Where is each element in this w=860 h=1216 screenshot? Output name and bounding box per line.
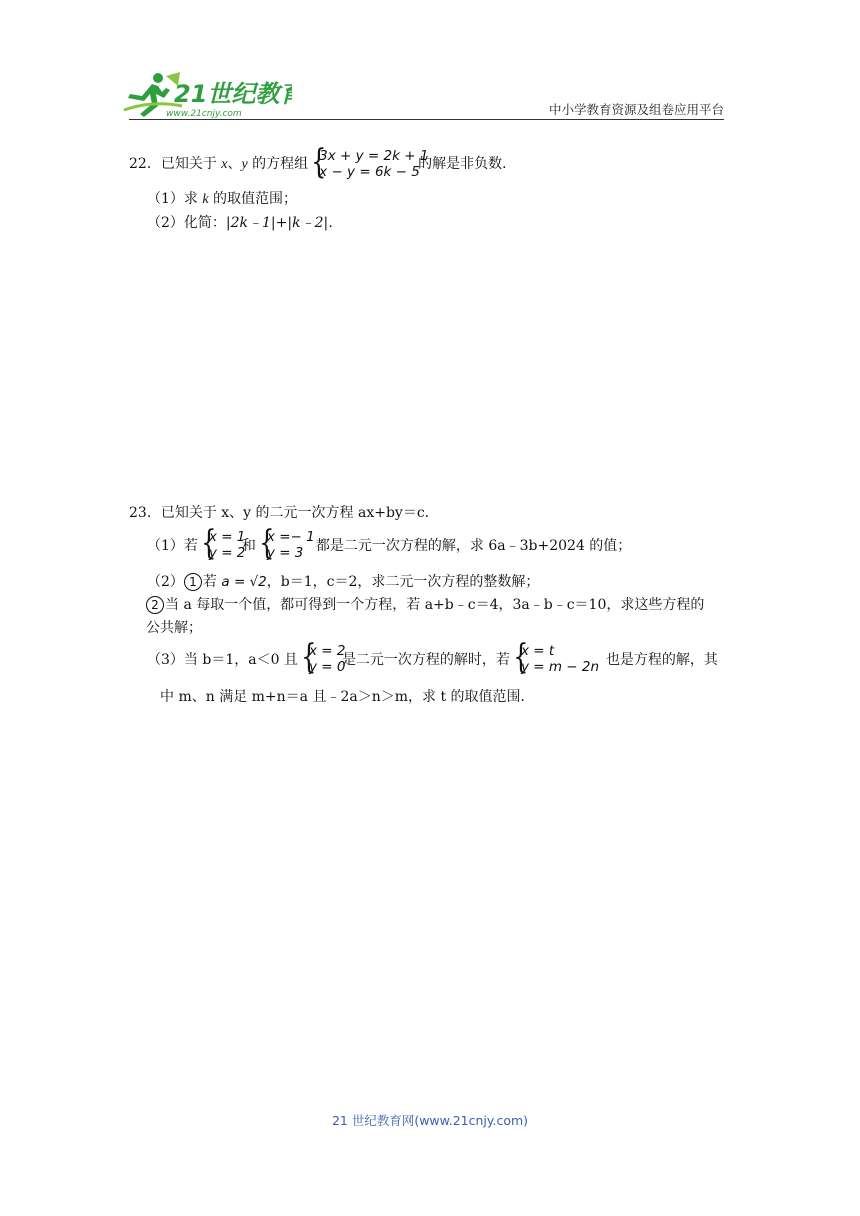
site-logo [122,70,292,120]
equation-system: { x = t y = m − 2n [513,637,600,677]
equation-system: { x =− 1 y = 3 [259,523,315,563]
svg-text:21世纪教育: 21世纪教育 [174,80,292,108]
equation-line: 3x + y = 2k + 1 [319,148,429,164]
equation-system: { x = 2 y = 0 [301,637,346,677]
header-platform-text: 中小学教育资源及组卷应用平台 [548,102,724,117]
question-22-stem: 22．已知关于 x、y 的方程组 { 3x + y = 2k + 1 x − y = 6k − 5 的解是非负数． [129,142,517,182]
question-23-stem: 23．已知关于 x、y 的二元一次方程 ax+by＝c． [129,505,439,521]
question-23-part-1: （1）若 { x = 1 y = 2 和 { x =− 1 y = 3 都是二元一次方程的解，求 6a﹣3b+2024 的值； [147,523,632,563]
header-divider [129,119,724,120]
question-number: 23． [129,505,161,521]
svg-text:www.21cnjy.com: www.21cnjy.com [166,109,242,119]
question-23-part-2-continued: 公共解； [146,620,202,636]
equation-line: x − y = 6k − 5 [319,164,420,180]
circled-number-2: 2 [146,596,164,614]
footer-link[interactable]: 21 世纪教育网(www.21cnjy.com) [331,1113,529,1128]
equation-system: { 3x + y = 2k + 1 x − y = 6k − 5 [311,142,429,182]
equation-system: { x = 1 y = 2 [201,523,246,563]
question-number: 22． [129,156,161,172]
question-22-part-2: （2）化简：|2k﹣1|+|k﹣2|． [147,215,343,231]
circled-number-1: 1 [184,573,202,591]
question-23-part-3-continued: 中 m、n 满足 m+n＝a 且﹣2a＞n＞m，求 t 的取值范围． [160,689,535,705]
question-23-part-2-item-2: 2 当 a 每取一个值，都可得到一个方程，若 a+b﹣c＝4，3a﹣b﹣c＝10，求这些方程的 [146,594,704,614]
question-23-part-2-item-1: （2） 1 若 a = √2，b＝1，c＝2，求二元一次方程的整数解； [147,574,540,590]
question-23-part-3: （3）当 b＝1，a＜0 且 { x = 2 y = 0 是二元一次方程的解时，若 { x = t y = m − 2n 也是方程的解，其 [147,637,718,677]
question-22-part-1: （1）求 k 的取值范围； [147,191,298,207]
running-man-logo-icon [122,70,292,120]
